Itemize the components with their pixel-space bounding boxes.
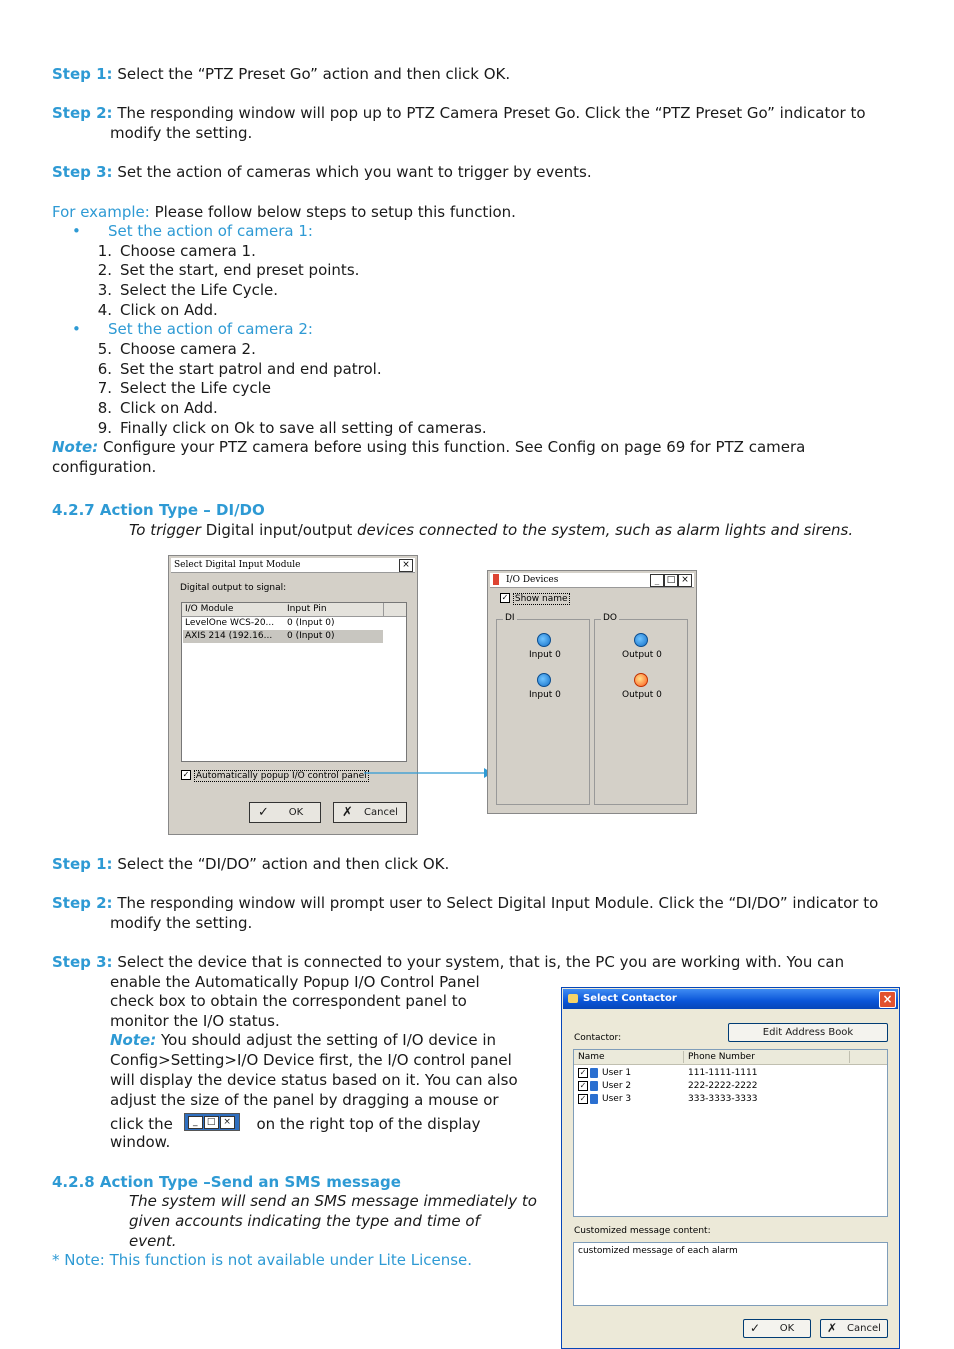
dido-intro: To trigger Digital input/output devices connected to the system, such as alarm lights and sirens.: [129, 521, 854, 539]
row-checkbox[interactable]: ✓: [579, 1081, 587, 1090]
edit-address-book-button[interactable]: Edit Address Book: [728, 1023, 888, 1042]
list-item: 9. Finally click on Ok to save all setting of cameras.: [97, 419, 487, 437]
ptz-step2: [52, 103, 866, 123]
auto-popup-checkbox-row[interactable]: [181, 770, 369, 781]
section-heading-dido: 4.2.7 Action Type – DI/DO: [52, 501, 265, 519]
auto-popup-label: Automatically popup I/O control panel: [195, 770, 367, 781]
list-item: 6. Set the start patrol and end patrol.: [97, 360, 382, 378]
app-icon: [568, 994, 578, 1003]
input-indicator-icon[interactable]: [537, 673, 551, 687]
digital-output-label: Digital output to signal:: [180, 583, 287, 593]
cell-name: User 3: [602, 1094, 632, 1104]
output-label: Output 0: [622, 650, 662, 660]
list-item: 4. Click on Add.: [97, 301, 218, 319]
cell-name: User 1: [602, 1068, 632, 1078]
dido-note-line: adjust the size of the panel by dragging a mouse or: [110, 1091, 499, 1109]
column-header-module[interactable]: I/O Module: [185, 604, 234, 614]
message-textarea[interactable]: [573, 1242, 888, 1306]
step-label: Step 2:: [52, 104, 113, 122]
di-group: [496, 613, 590, 805]
cell-pin: 0 (Input 0): [287, 618, 335, 628]
bullet-text: Set the action of camera 2:: [108, 320, 313, 338]
input-indicator-icon[interactable]: [537, 633, 551, 647]
window-title: I/O Devices: [506, 575, 559, 585]
step-text: The responding window will prompt user to Select Digital Input Module. Click the “DI/DO” indicator to: [112, 894, 879, 912]
window-title: Select Contactor: [583, 993, 677, 1004]
dido-note-line: will display the device status based on it. You can also: [110, 1071, 518, 1089]
cell-module: LevelOne WCS-20...: [185, 618, 275, 628]
table-row[interactable]: [577, 1093, 877, 1106]
dido-step1: [52, 854, 449, 874]
cell-phone: 222-2222-2222: [688, 1081, 758, 1091]
cell-pin: 0 (Input 0): [287, 631, 335, 641]
phone-icon: [590, 1068, 598, 1078]
close-icon: ✗: [342, 805, 353, 820]
phone-icon: [590, 1081, 598, 1091]
dido-step3: [52, 952, 844, 972]
check-icon: ✓: [750, 1321, 761, 1335]
dido-step3-line: enable the Automatically Popup I/O Control Panel: [110, 973, 480, 991]
step-text: Set the action of cameras which you want to trigger by events.: [112, 163, 592, 181]
ptz-step1: [52, 64, 510, 84]
list-item: 2. Set the start, end preset points.: [97, 261, 360, 279]
output-indicator-icon[interactable]: [634, 633, 648, 647]
table-row[interactable]: [577, 1080, 877, 1093]
close-icon[interactable]: ×: [399, 559, 413, 572]
do-label: DO: [603, 613, 618, 623]
sms-desc-line: given accounts indicating the type and time of: [129, 1212, 480, 1230]
step-text: The responding window will pop up to PTZ Camera Preset Go. Click the “PTZ Preset Go” indicator to: [112, 104, 866, 122]
bullet-text: Set the action of camera 1:: [108, 222, 313, 240]
dido-window-word: window.: [110, 1133, 171, 1151]
column-header-phone[interactable]: Phone Number: [688, 1052, 755, 1062]
input-label: Input 0: [529, 650, 561, 660]
show-name-checkbox[interactable]: ✓: [501, 593, 509, 602]
check-icon: ✓: [258, 805, 269, 820]
do-group: [594, 613, 688, 805]
step-label: Step 3:: [52, 163, 113, 181]
example-label: For example:: [52, 203, 150, 221]
list-item: 1. Choose camera 1.: [97, 242, 256, 260]
show-name-label: Show name: [514, 593, 568, 604]
table-row[interactable]: [577, 1067, 877, 1080]
dido-step2: [52, 893, 878, 913]
contactor-list[interactable]: [573, 1049, 888, 1217]
step-label: Step 2:: [52, 894, 113, 912]
bullet-camera-1: • Set the action of camera 1:: [72, 222, 313, 240]
example-text: Please follow below steps to setup this function.: [149, 203, 516, 221]
sms-desc-line: The system will send an SMS message immediately to: [129, 1192, 537, 1210]
io-devices-window: [487, 570, 697, 814]
column-header-pin[interactable]: Input Pin: [287, 604, 327, 614]
arrow-connector: [360, 765, 495, 781]
maximize-icon[interactable]: □: [664, 574, 678, 587]
close-icon[interactable]: ×: [678, 574, 692, 587]
output-indicator-icon[interactable]: [634, 673, 648, 687]
list-header: [574, 1050, 887, 1065]
show-name-row[interactable]: [500, 593, 570, 604]
message-value: customized message of each alarm: [578, 1246, 738, 1256]
list-item: 8. Click on Add.: [97, 399, 218, 417]
ptz-step2-cont: modify the setting.: [110, 124, 253, 142]
dido-note-line: Config>Setting>I/O Device first, the I/O control panel: [110, 1051, 512, 1069]
window-titlebar: [563, 989, 898, 1009]
minimize-icon[interactable]: _: [650, 574, 664, 587]
table-row[interactable]: [183, 630, 383, 643]
step-text: Select the “DI/DO” action and then click OK.: [112, 855, 450, 873]
ok-button[interactable]: ✓ OK: [249, 802, 321, 823]
sms-desc-line: event.: [129, 1232, 177, 1250]
ok-button[interactable]: ✓ OK: [743, 1319, 811, 1338]
step-label: Step 1:: [52, 65, 113, 83]
step-label: Step 3:: [52, 953, 113, 971]
cell-phone: 111-1111-1111: [688, 1068, 758, 1078]
ptz-example: [52, 202, 516, 222]
output-label: Output 0: [622, 690, 662, 700]
cell-name: User 2: [602, 1081, 632, 1091]
list-item: 7. Select the Life cycle: [97, 379, 271, 397]
bullet-camera-2: • Set the action of camera 2:: [72, 320, 313, 338]
ptz-note: [52, 437, 805, 457]
cancel-button[interactable]: ✗ Cancel: [333, 802, 407, 823]
cell-module: AXIS 214 (192.16...: [185, 631, 273, 641]
row-checkbox[interactable]: ✓: [579, 1068, 587, 1077]
di-label: DI: [505, 613, 515, 623]
dido-step2-cont: modify the setting.: [110, 914, 253, 932]
note-text: You should adjust the setting of I/O device in: [156, 1031, 497, 1049]
input-label: Input 0: [529, 690, 561, 700]
list-item: 3. Select the Life Cycle.: [97, 281, 278, 299]
io-device-icon: [493, 574, 499, 585]
window-titlebar: [490, 573, 694, 588]
window-titlebar: [171, 558, 415, 573]
select-digital-input-window: [168, 555, 418, 835]
select-contactor-window: [561, 987, 900, 1349]
dido-click-line: click the _ □ × on the right top of the display: [110, 1115, 481, 1133]
auto-popup-checkbox[interactable]: ✓: [182, 770, 190, 779]
note-label: Note:: [110, 1031, 157, 1049]
ptz-step3: [52, 162, 592, 182]
cell-phone: 333-3333-3333: [688, 1094, 758, 1104]
list-header: [182, 603, 406, 617]
section-heading-sms: 4.2.8 Action Type –Send an SMS message: [52, 1173, 401, 1191]
license-note: * Note: This function is not available under Lite License.: [52, 1251, 473, 1269]
note-label: Note:: [52, 438, 99, 456]
step-label: Step 1:: [52, 855, 113, 873]
window-title: Select Digital Input Module: [174, 560, 301, 570]
close-icon[interactable]: ×: [879, 991, 896, 1008]
window-buttons-icon: _ □ ×: [184, 1113, 240, 1131]
table-row[interactable]: [183, 617, 383, 630]
step-text: Select the device that is connected to your system, that is, the PC you are working with. You can: [112, 953, 845, 971]
io-module-list[interactable]: [181, 602, 407, 762]
dido-step3-line: monitor the I/O status.: [110, 1012, 280, 1030]
list-item: 5. Choose camera 2.: [97, 340, 256, 358]
step-text: Select the “PTZ Preset Go” action and then click OK.: [112, 65, 511, 83]
phone-icon: [590, 1094, 598, 1104]
row-checkbox[interactable]: ✓: [579, 1094, 587, 1103]
dido-step3-line: check box to obtain the correspondent panel to: [110, 992, 467, 1010]
dido-note: [110, 1030, 496, 1050]
column-header-name[interactable]: Name: [578, 1052, 605, 1062]
cancel-button[interactable]: ✗ Cancel: [820, 1319, 888, 1338]
note-text: Configure your PTZ camera before using this function. See Config on page 69 for PTZ camera: [98, 438, 806, 456]
contactor-label: Contactor:: [574, 1033, 622, 1043]
close-icon: ✗: [827, 1321, 838, 1335]
ptz-note-cont: configuration.: [52, 458, 157, 476]
message-label: Customized message content:: [574, 1226, 711, 1236]
